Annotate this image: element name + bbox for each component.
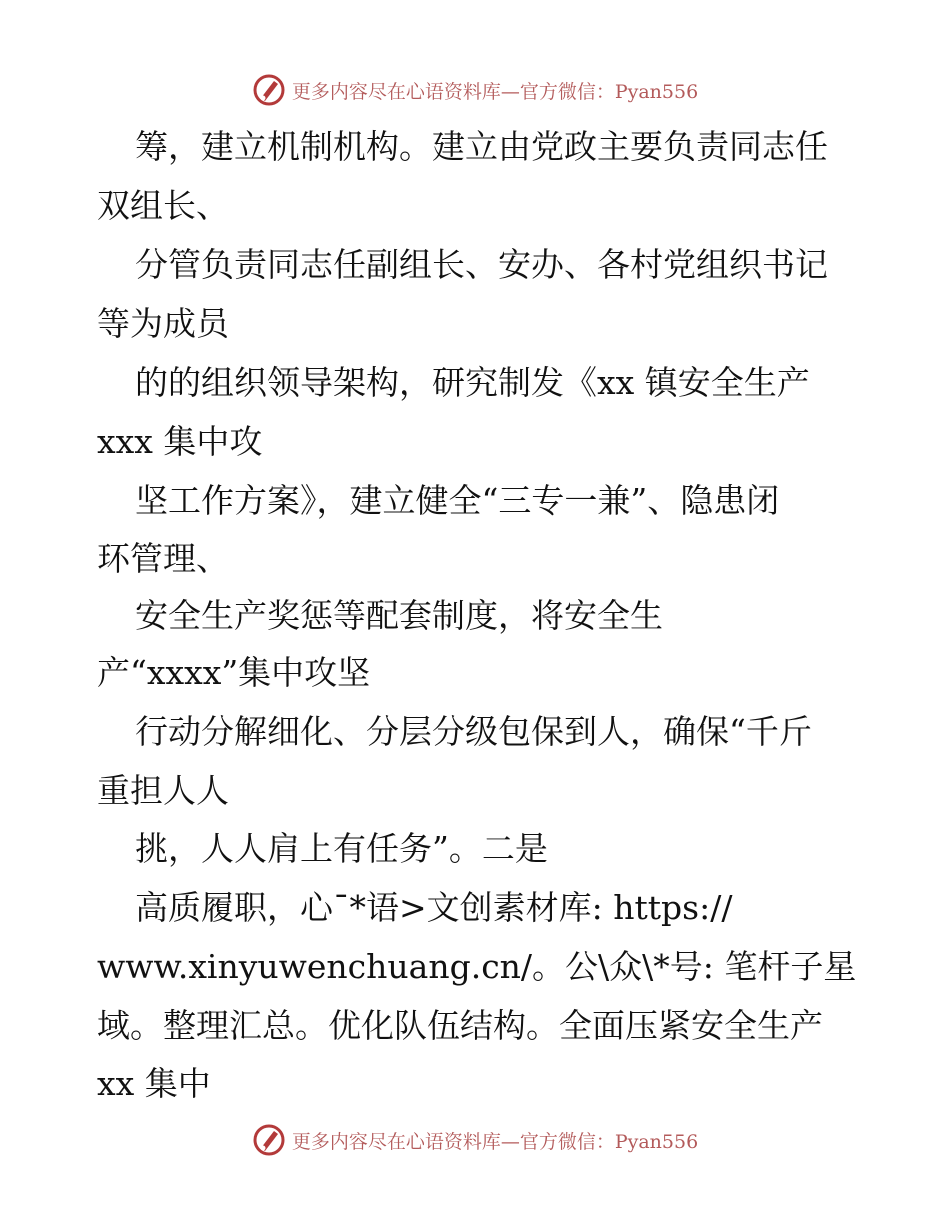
text-line: 行动分解细化、分层分级包保到人，确保“千斤 (135, 712, 812, 751)
text-line: 的的组织领导架构，研究制发《xx 镇安全生产 (135, 363, 810, 402)
text-line: 坚工作方案》，建立健全“三专一兼”、隐患闭 (135, 481, 780, 520)
text-line: xx 集中 (97, 1064, 211, 1103)
text-line: 产“xxxx”集中攻坚 (97, 653, 371, 692)
text-line: 分管负责同志任副组长、安办、各村党组织书记 (135, 245, 828, 284)
text-line: 筹，建立机制机构。建立由党政主要负责同志任 (135, 127, 828, 166)
text-line: 环管理、 (97, 539, 229, 578)
banner-text: 更多内容尽在心语资料库—官方微信：Pyan556 (291, 1130, 699, 1153)
footer-banner (0, 1120, 950, 1160)
text-line: 域。整理汇总。优化队伍结构。全面压紧安全生产 (97, 1006, 823, 1045)
text-line: 双组长、 (97, 186, 229, 225)
text-line: 安全生产奖惩等配套制度，将安全生 (135, 596, 663, 635)
banner-text: 更多内容尽在心语资料库—官方微信：Pyan556 (291, 80, 699, 103)
text-line: 重担人人 (97, 771, 229, 810)
text-line: www.xinyuwenchuang.cn/。公\众\*号: 笔杆子星 (97, 947, 857, 986)
text-line: 挑，人人肩上有任务”。二是 (135, 829, 548, 868)
text-line: 高质履职，心¯*语>文创素材库: https:// (135, 888, 733, 927)
text-line: xxx 集中攻 (97, 422, 263, 461)
text-line: 等为成员 (97, 304, 229, 343)
pen-logo-icon (252, 1123, 286, 1157)
